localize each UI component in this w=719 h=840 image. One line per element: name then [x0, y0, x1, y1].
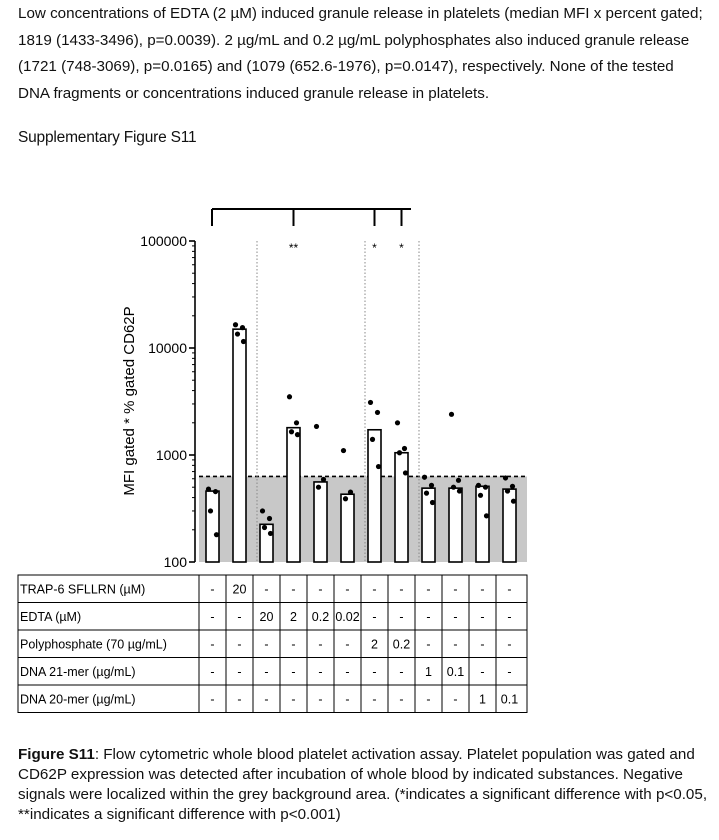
table-cell: 20: [259, 609, 274, 624]
data-point: [241, 339, 246, 344]
significance-marker: *: [399, 241, 404, 255]
table-cell: -: [237, 609, 242, 624]
table-cell: -: [210, 692, 215, 707]
table-cell: -: [318, 582, 323, 597]
data-point: [289, 429, 294, 434]
table-cell: -: [264, 692, 269, 707]
table-cell: -: [318, 664, 323, 679]
data-point: [376, 464, 381, 469]
data-point: [429, 483, 434, 488]
data-point: [456, 478, 461, 483]
results-paragraph: Low concentrations of EDTA (2 µM) induced granule release in platelets (median MFI x percent gated; 1819 (1433-3496), p=0.0039). 2 µg/mL and 0.2 µg/mL polyphosphates also induced granule release (1721 (748-3069), p=0.0165) and (1079 (652.6-1976), p=0.0147), respectively. None of the tested DNA fragments or concentrations induced granule release in platelets.: [18, 5, 703, 102]
y-axis-label: MFI gated * % gated CD62P: [121, 306, 138, 496]
y-tick-label: 1000: [155, 447, 187, 463]
bar-11: [476, 486, 489, 562]
table-row-label: Polyphosphate (70 µg/mL): [20, 637, 167, 652]
data-point: [505, 488, 510, 493]
data-point: [503, 475, 508, 480]
table-cell: -: [372, 692, 377, 707]
data-point: [348, 490, 353, 495]
table-cell: -: [399, 609, 404, 624]
table-cell: -: [291, 664, 296, 679]
data-point: [287, 394, 292, 399]
data-point: [451, 485, 456, 490]
data-point: [422, 475, 427, 480]
table-cell: -: [507, 609, 512, 624]
data-point: [267, 516, 272, 521]
table-cell: -: [426, 637, 431, 652]
data-point: [295, 432, 300, 437]
data-point: [370, 437, 375, 442]
data-point: [208, 508, 213, 513]
table-cell: -: [372, 609, 377, 624]
table-cell: 0.1: [446, 664, 465, 679]
table-cell: -: [345, 692, 350, 707]
table-cell: -: [345, 637, 350, 652]
table-row-label: TRAP-6 SFLLRN (µM): [20, 582, 146, 597]
data-point: [214, 532, 219, 537]
table-cell: 1: [479, 692, 486, 707]
table-cell: -: [210, 609, 215, 624]
data-point: [240, 325, 245, 330]
data-point: [294, 420, 299, 425]
table-cell: -: [453, 692, 458, 707]
data-point: [262, 525, 267, 530]
table-row-label: EDTA (µM): [20, 609, 82, 624]
table-cell: -: [291, 637, 296, 652]
table-cell: 2: [371, 637, 378, 652]
data-point: [430, 500, 435, 505]
bar-8: [395, 453, 408, 562]
table-cell: -: [210, 637, 215, 652]
table-cell: -: [507, 664, 512, 679]
table-cell: 0.02: [335, 609, 360, 624]
table-cell: -: [399, 692, 404, 707]
data-point: [375, 410, 380, 415]
data-point: [397, 450, 402, 455]
y-tick-label: 10000: [148, 340, 187, 356]
data-point: [449, 412, 454, 417]
table-cell: -: [480, 609, 485, 624]
data-point: [341, 448, 346, 453]
table-cell: -: [210, 582, 215, 597]
table-cell: 1: [425, 664, 432, 679]
table-row-label: DNA 21-mer (µg/mL): [20, 664, 136, 679]
significance-marker: *: [372, 241, 377, 255]
data-point: [368, 400, 373, 405]
table-cell: -: [237, 692, 242, 707]
table-cell: -: [480, 637, 485, 652]
bar-5: [314, 482, 327, 562]
table-cell: -: [210, 664, 215, 679]
table-cell: -: [399, 582, 404, 597]
table-cell: -: [345, 582, 350, 597]
bar-7: [368, 430, 381, 562]
data-point: [260, 508, 265, 513]
figure-caption: [18, 745, 708, 825]
table-cell: -: [426, 692, 431, 707]
table-cell: -: [480, 664, 485, 679]
table-row-label: DNA 20-mer (µg/mL): [20, 692, 136, 707]
table-cell: -: [453, 582, 458, 597]
data-point: [395, 420, 400, 425]
table-cell: -: [291, 582, 296, 597]
bar-4: [287, 428, 300, 562]
table-cell: 0.2: [311, 609, 330, 624]
bar-10: [449, 488, 462, 562]
table-cell: -: [426, 609, 431, 624]
bar-9: [422, 488, 435, 562]
table-cell: -: [399, 664, 404, 679]
data-point: [343, 496, 348, 501]
caption-text: : Flow cytometric whole blood platelet activation assay. Platelet population was gated and CD62P expression was detected after incubation of whole blood by indicated substances. Negative signals were localized within the grey background area. (*indicates a significant difference with p<0.05, **indicates a significant difference with p<0.001): [18, 746, 708, 823]
bar-3: [260, 524, 273, 562]
data-point: [511, 499, 516, 504]
data-point: [457, 488, 462, 493]
table-cell: -: [264, 664, 269, 679]
table-cell: -: [507, 582, 512, 597]
table-cell: -: [237, 637, 242, 652]
data-point: [213, 489, 218, 494]
y-tick-label: 100: [163, 554, 187, 570]
data-point: [402, 446, 407, 451]
table-cell: -: [480, 582, 485, 597]
table-cell: -: [426, 582, 431, 597]
y-tick-label: 100000: [140, 233, 187, 249]
table-cell: 20: [232, 582, 247, 597]
table-cell: -: [237, 664, 242, 679]
table-cell: -: [453, 637, 458, 652]
data-point: [478, 493, 483, 498]
data-point: [403, 470, 408, 475]
data-point: [314, 424, 319, 429]
data-point: [316, 485, 321, 490]
table-cell: 2: [290, 609, 297, 624]
table-cell: -: [453, 609, 458, 624]
table-cell: -: [345, 664, 350, 679]
figure-title: Supplementary Figure S11: [18, 129, 197, 146]
table-cell: -: [264, 637, 269, 652]
table-cell: -: [318, 637, 323, 652]
data-point: [484, 513, 489, 518]
caption-label: Figure S11: [18, 746, 95, 763]
data-point: [233, 322, 238, 327]
data-point: [206, 487, 211, 492]
table-cell: -: [264, 582, 269, 597]
data-point: [483, 485, 488, 490]
table-cell: -: [318, 692, 323, 707]
table-cell: -: [291, 692, 296, 707]
table-cell: 0.2: [392, 637, 411, 652]
table-cell: -: [372, 664, 377, 679]
data-point: [424, 491, 429, 496]
bar-6: [341, 494, 354, 562]
data-point: [476, 483, 481, 488]
data-point: [235, 331, 240, 336]
data-point: [321, 477, 326, 482]
table-cell: -: [372, 582, 377, 597]
significance-marker: **: [288, 241, 299, 255]
table-cell: -: [507, 637, 512, 652]
bar-1: [206, 491, 219, 562]
data-point: [268, 531, 273, 536]
data-point: [510, 484, 515, 489]
table-cell: 0.1: [500, 692, 519, 707]
bar-2: [233, 329, 246, 562]
